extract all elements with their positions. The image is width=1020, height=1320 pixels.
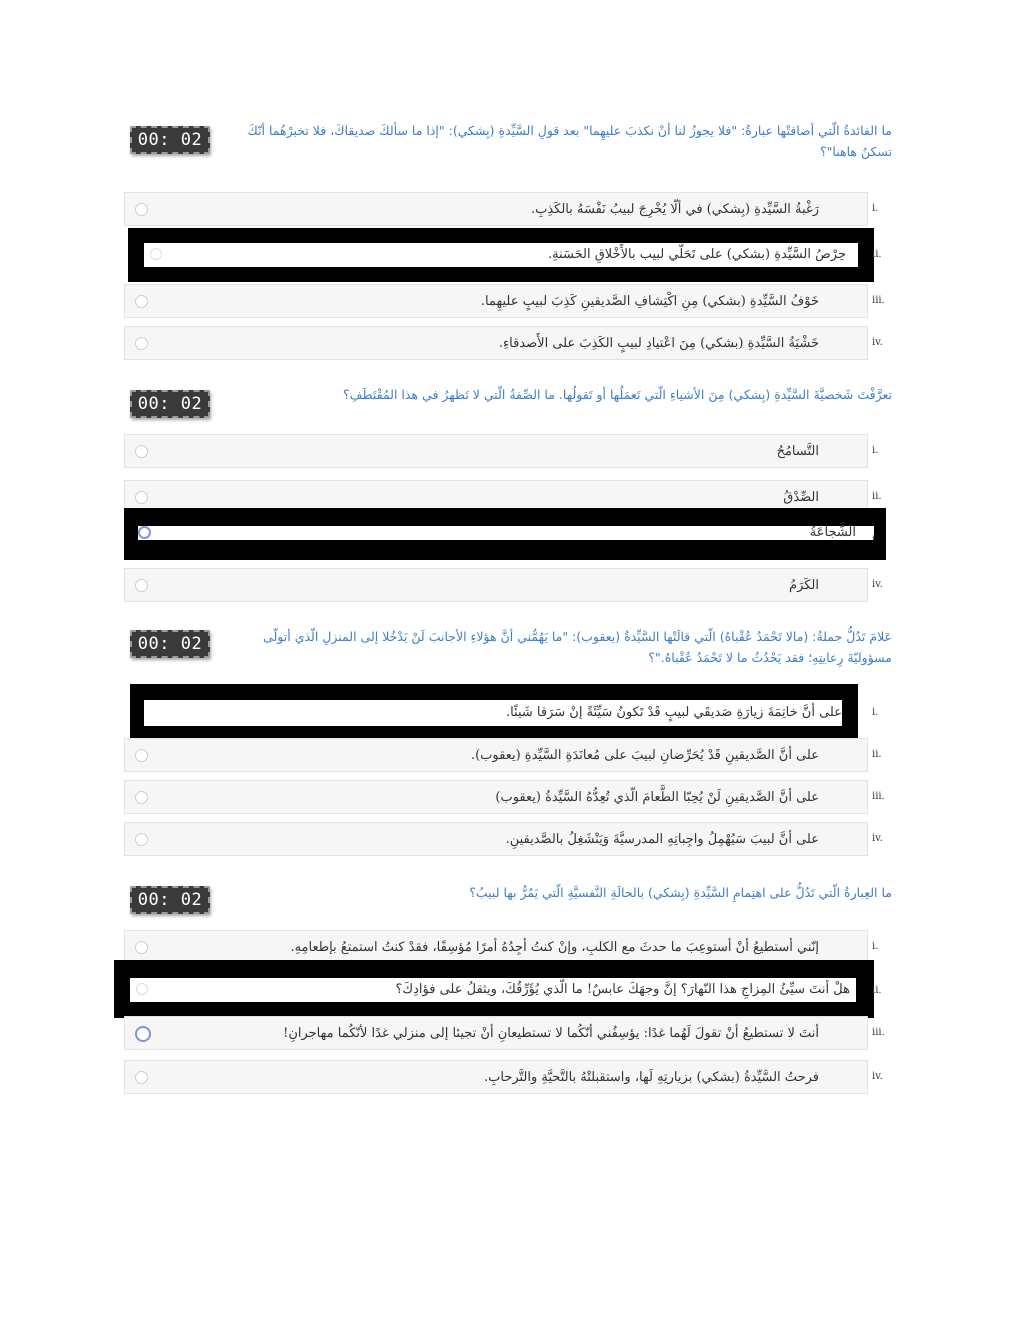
option-label: هلْ أنتَ سيِّئُ المِزاجِ هذا النّهارَ؟ إنَّ وجهَكَ عابسٌ! ما الّذي يُؤَرِّقُكَ، ويثقلُ على فؤادِكَ؟ xyxy=(395,982,850,997)
redaction-box xyxy=(114,960,874,1018)
question-text: ما العِبارةُ الّتي تَدُلُّ على اهتِمامِ السَّيِّدةِ (بِشكي) بالحالَةِ النَّفسيَّةِ الّتي يَمُرُّ بها لبيبُ؟ xyxy=(469,885,892,900)
option-label: على أنَّ لبيبَ سَيُهْمِلُ واجِباتِهِ المدرسيَّةَ وَيَنْشَغِلُ بالصَّديقينِ. xyxy=(505,832,819,847)
option-numeral: iv. xyxy=(872,579,883,590)
answer-option[interactable] xyxy=(124,930,868,964)
option-label: رَغْبةُ السَّيِّدةِ (بِشكي) في ألّا يُخْرِجَ لبيبُ نَفْسَهُ بالكَذِبِ. xyxy=(530,202,819,217)
radio-button[interactable] xyxy=(136,983,148,995)
answer-option[interactable] xyxy=(124,738,868,772)
answer-option[interactable] xyxy=(124,284,868,318)
timer-badge: 00: 02 xyxy=(130,630,210,658)
option-numeral: i. xyxy=(872,941,879,952)
option-label: خَوْفُ السَّيِّدةِ (بشكي) مِنِ اكْتِشافِ الصَّديقينِ كَذِبَ لبيبٍ عليهِما. xyxy=(480,294,819,309)
option-label: خَشْيَةُ السَّيِّدةِ (بشكي) مِنَ اعْتيادِ لبيبٍ الكَذِبَ على الأَصدقاءِ. xyxy=(498,336,819,351)
option-label: الكَرَمُ xyxy=(789,578,819,593)
option-numeral: iii. xyxy=(872,295,885,306)
radio-button[interactable] xyxy=(150,248,162,260)
timer-badge: 00: 02 xyxy=(130,126,210,154)
radio-button[interactable] xyxy=(135,295,148,308)
option-numeral: ii. xyxy=(872,491,882,502)
radio-button[interactable] xyxy=(135,749,148,762)
option-label: على أنَّ الصَّديقينِ قَدْ يُحَرِّضانِ لبيبَ على مُعانَدَةِ السَّيِّدةِ (يعقوب). xyxy=(470,748,819,763)
answer-option[interactable] xyxy=(124,822,868,856)
option-numeral: iv. xyxy=(872,1071,883,1082)
radio-button[interactable] xyxy=(135,833,148,846)
redaction-box xyxy=(128,228,874,282)
option-numeral: iv. xyxy=(872,833,883,844)
option-numeral: iii. xyxy=(872,1027,885,1038)
option-label: أنتَ لا تستطيعُ أنْ تقولَ لَهُما غدًا: يؤسِفُني أنّكُما لا تستطيعانِ أنْ تجيئا إلى منزلي غدًا لأنّكُما مهاجرانِ! xyxy=(283,1026,819,1041)
question-text: تعرَّفْتَ شَخصيَّةَ السَّيِّدةِ (بِشكي) مِنَ الأشياءِ الّتي تَعمَلُها أو تَقولُها. ما الصِّفةُ الّتي لا تَظهرُ في هذا المُقْتَطَفِ؟ xyxy=(343,387,892,402)
question-text: عَلامَ تَدُلُّ جملةُ: (مالا تَحْمَدُ عُقْباهُ) الّتي قالَتْها السَّيِّدةُ (يعقوب): "ما يَهُمُّني أنَّ هؤلاءِ الأجانبَ لَنْ يَدْخُلا إلى المنزلِ الّذي أتولّى مسؤوليّةَ رِعايتِهِ؛ فقد يَحْدُثُ ما لا تَحْمَدُ عُقْباهُ."؟ xyxy=(263,629,892,665)
option-numeral: i. xyxy=(872,203,879,214)
option-numeral: iv. xyxy=(872,337,883,348)
radio-button[interactable] xyxy=(135,1071,148,1084)
radio-button[interactable] xyxy=(135,203,148,216)
option-label: على أنَّ الصَّديقينِ لَنْ يُحِبّا الطَّعامَ الّذي تُعِدُّهُ السَّيِّدةُ (يعقوب) xyxy=(495,790,819,805)
timer-badge: 00: 02 xyxy=(130,390,210,418)
answer-option[interactable] xyxy=(124,1060,868,1094)
option-label: الشَّجاعَةُ xyxy=(809,525,856,540)
radio-button[interactable] xyxy=(135,337,148,350)
option-numeral: iii. xyxy=(872,791,885,802)
answer-option[interactable] xyxy=(124,780,868,814)
option-label: حِرْصُ السَّيِّدةِ (بشكي) على تَحَلّي لبيب بالأَخْلاقِ الحَسَنةِ. xyxy=(547,247,846,262)
option-label: إنّني أستطيعُ أنْ أستوعِبَ ما حدثَ مع الكلبِ، وإنْ كنتُ أجِدُهُ أمرًا مُؤسِفًا، فقدْ كنتُ استمتعُ بإطعامِهِ. xyxy=(290,940,819,955)
option-label: التَّسامُحُ xyxy=(776,444,819,459)
question-2 xyxy=(120,382,900,607)
option-label: فرحتُ السَّيِّدةُ (بشكي) بزيارتِهِ لَها، واستقبلتْهُ بالتَّحيَّةِ والتَّرحابِ. xyxy=(483,1070,819,1085)
radio-button[interactable] xyxy=(135,791,148,804)
timer-badge: 00: 02 xyxy=(130,886,210,914)
radio-button[interactable] xyxy=(138,526,151,539)
question-text: ما الفائدةُ الّتي أضافتْها عبارةُ: "فلا يجوزُ لنا أنْ نكذبَ عليهِما" بعد قولِ السَّيِّدةِ (بِشكي): "إذا ما سألكَ صديقاكَ، فلا تخبرْهُما أنّكَ تسكنُ هاهنا"؟ xyxy=(247,123,892,159)
radio-button[interactable] xyxy=(135,445,148,458)
answer-option[interactable] xyxy=(124,326,868,360)
option-numeral: i. xyxy=(872,445,879,456)
radio-button[interactable] xyxy=(135,579,148,592)
redaction-box xyxy=(124,508,886,560)
option-numeral: ii. xyxy=(872,249,882,260)
option-label: على أنَّ خاتِمَةَ زيارَةِ صَديقَي لبيبٍ قَدْ تَكونُ سَيِّئَةً إنْ سَرَقا شَيئًا. xyxy=(505,705,842,720)
answer-option[interactable] xyxy=(124,568,868,602)
option-numeral: ii. xyxy=(872,985,882,996)
option-numeral: i. xyxy=(872,707,879,718)
radio-button-selected[interactable] xyxy=(135,1026,151,1042)
answer-option[interactable] xyxy=(124,192,868,226)
option-numeral: ii. xyxy=(872,749,882,760)
option-label: الصِّدْقُ xyxy=(783,490,819,505)
radio-button[interactable] xyxy=(135,941,148,954)
option-numeral: iii. xyxy=(872,535,885,546)
question-4 xyxy=(120,880,900,1100)
redaction-box xyxy=(130,684,858,742)
answer-option[interactable] xyxy=(124,434,868,468)
answer-option[interactable] xyxy=(124,1016,868,1050)
question-3 xyxy=(120,624,900,864)
question-1 xyxy=(120,118,900,368)
radio-button[interactable] xyxy=(135,491,148,504)
